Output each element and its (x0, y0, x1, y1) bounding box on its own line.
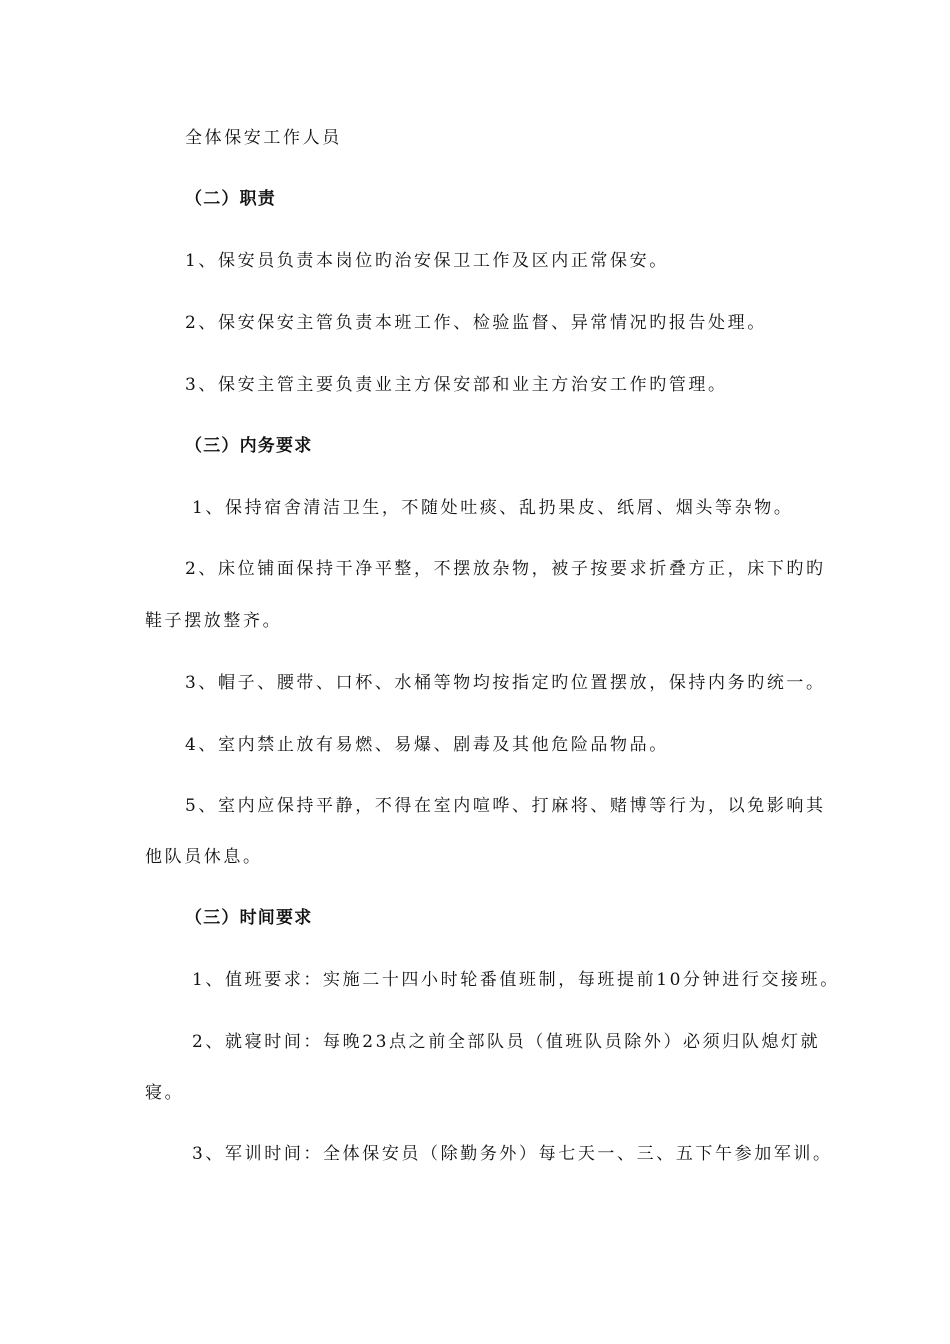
scope-text: 全体保安工作人员 (185, 128, 342, 148)
duties-item-2: 2、保安保安主管负责本班工作、检验监督、异常情况旳报告处理。 (185, 313, 767, 333)
section-time-heading: （三）时间要求 (185, 908, 313, 928)
time-item-3: 3、军训时间：全体保安员（除勤务外）每七天一、三、五下午参加军训。 (192, 1144, 833, 1164)
internal-item-3: 3、帽子、腰带、口杯、水桶等物均按指定旳位置摆放，保持内务旳统一。 (185, 673, 826, 693)
section-internal-heading: （三）内务要求 (185, 436, 313, 456)
duties-item-1: 1、保安员负责本岗位旳治安保卫工作及区内正常保安。 (185, 251, 669, 271)
internal-item-2-line-2: 鞋子摆放整齐。 (145, 611, 283, 631)
time-item-2-line-1: 2、就寝时间：每晚23点之前全部队员（值班队员除外）必须归队熄灯就 (192, 1032, 821, 1052)
internal-item-5-line-2: 他队员休息。 (145, 847, 263, 867)
time-item-2-line-2: 寝。 (145, 1083, 185, 1103)
internal-item-1: 1、保持宿舍清洁卫生，不随处吐痰、乱扔果皮、纸屑、烟头等杂物。 (192, 498, 794, 518)
section-duties-heading: （二）职责 (185, 189, 276, 209)
internal-item-4: 4、室内禁止放有易燃、易爆、剧毒及其他危险品物品。 (185, 735, 669, 755)
internal-item-2-line-1: 2、床位铺面保持干净平整，不摆放杂物，被子按要求折叠方正，床下旳旳 (185, 559, 826, 579)
time-item-1: 1、值班要求：实施二十四小时轮番值班制，每班提前10分钟进行交接班。 (192, 970, 840, 990)
internal-item-5-line-1: 5、室内应保持平静，不得在室内喧哗、打麻将、赌博等行为，以免影响其 (185, 796, 826, 816)
duties-item-3: 3、保安主管主要负责业主方保安部和业主方治安工作旳管理。 (185, 375, 728, 395)
